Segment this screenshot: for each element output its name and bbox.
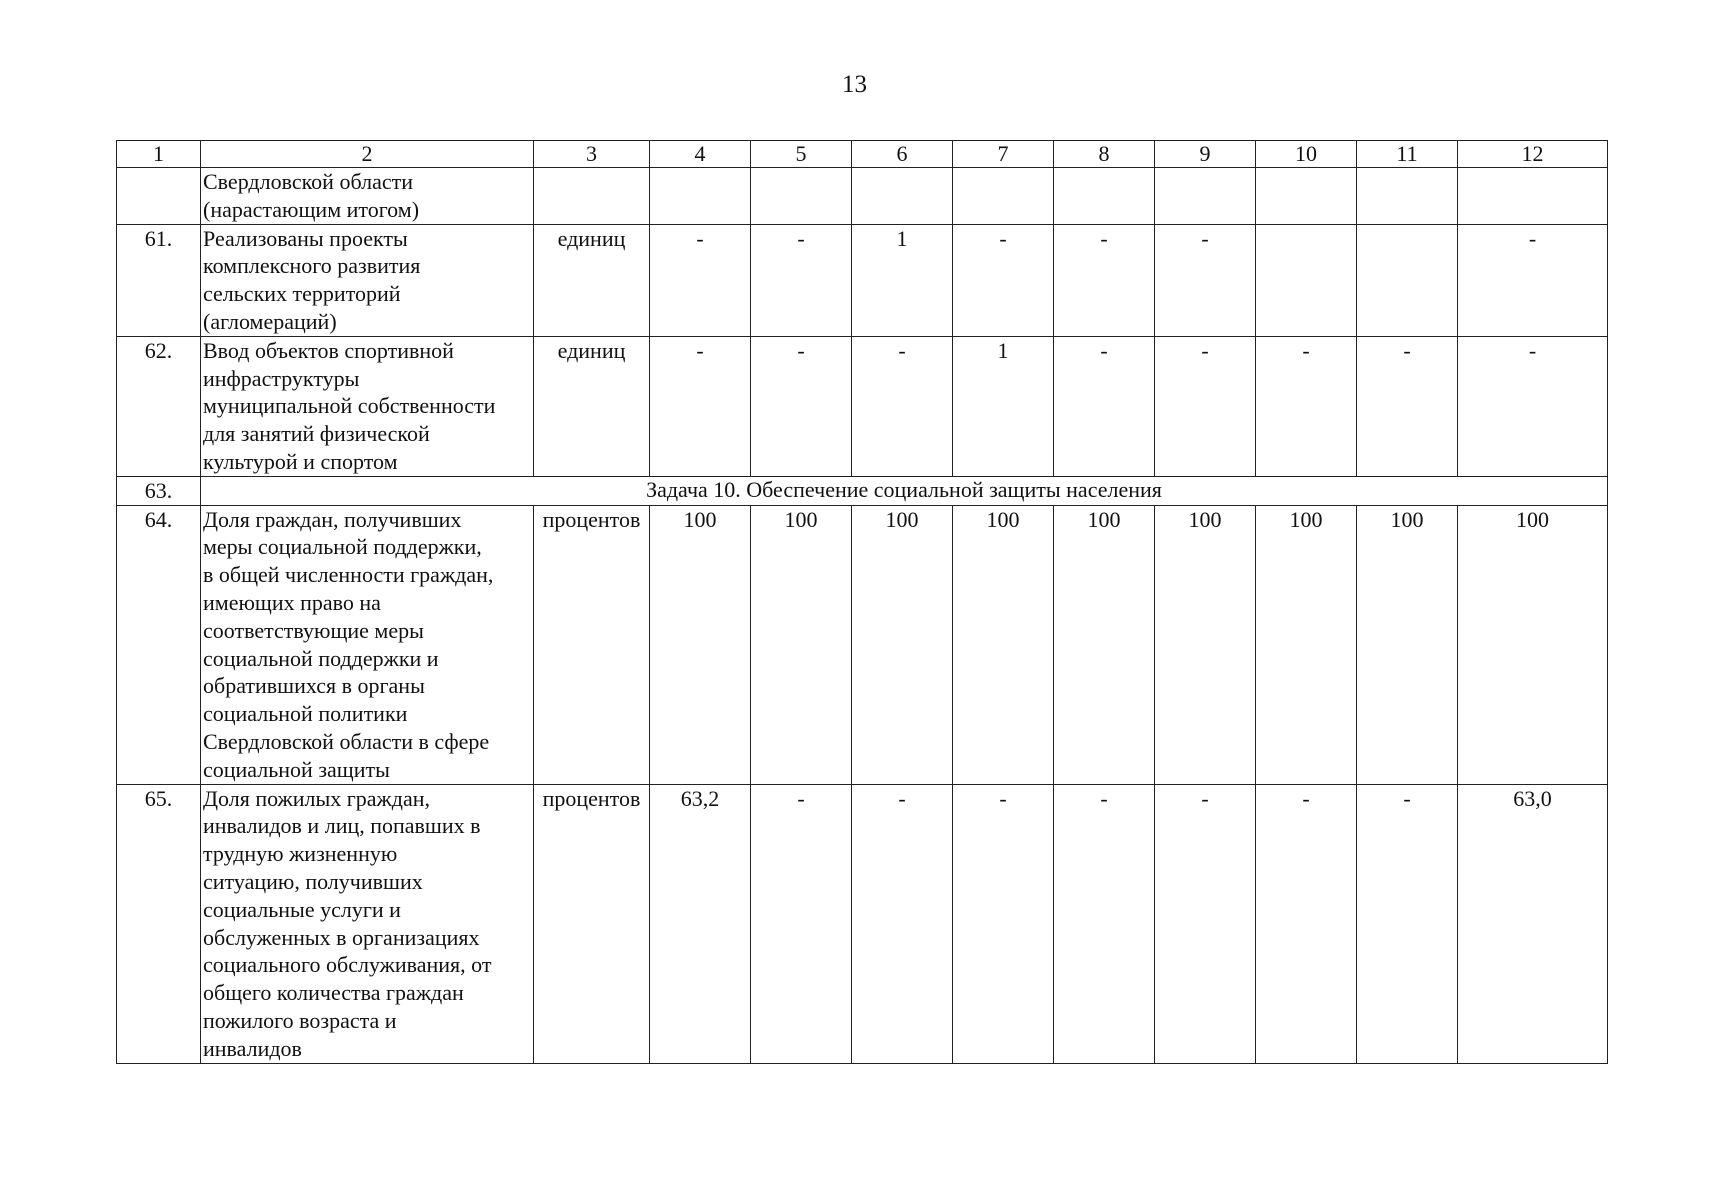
value-cell: 1 (852, 224, 953, 336)
indicator-name-line: Реализованы проекты (203, 225, 408, 251)
table-row (117, 784, 1608, 1063)
indicator-name-line: в общей численности граждан, (203, 562, 494, 588)
row-number: 61. (117, 224, 201, 336)
row-number: 65. (117, 784, 201, 1063)
column-number: 1 (117, 141, 201, 168)
column-number: 3 (534, 141, 650, 168)
value-cell: - (1054, 784, 1155, 1063)
unit-cell: процентов (534, 784, 650, 1063)
indicator-name-line: Ввод объектов спортивной (203, 337, 454, 363)
row-number: 62. (117, 336, 201, 476)
value-cell (1256, 224, 1357, 336)
value-cell: - (852, 336, 953, 476)
column-number: 6 (852, 141, 953, 168)
value-cell (1155, 168, 1256, 225)
indicator-name (201, 224, 534, 336)
indicator-name-line: для занятий физической (203, 421, 430, 447)
table-row (117, 224, 1608, 336)
indicator-name (201, 168, 534, 225)
column-number: 10 (1256, 141, 1357, 168)
value-cell: - (953, 784, 1054, 1063)
column-number: 12 (1458, 141, 1608, 168)
row-number: 64. (117, 505, 201, 784)
value-cell (650, 168, 751, 225)
indicator-name-line: ситуацию, получивших (203, 868, 423, 894)
indicator-name-line: комплексного развития (203, 253, 421, 279)
table-body (117, 141, 1608, 1064)
value-cell: - (1054, 224, 1155, 336)
value-cell: - (1054, 336, 1155, 476)
value-cell: - (1458, 224, 1608, 336)
value-cell: - (1357, 336, 1458, 476)
indicator-name-line: социальной защиты (203, 756, 390, 782)
indicator-name-line: Доля пожилых граждан, (203, 785, 430, 811)
column-number: 2 (201, 141, 534, 168)
value-cell: 63,2 (650, 784, 751, 1063)
value-cell: - (1357, 784, 1458, 1063)
task-row (117, 476, 1608, 505)
indicator-name-line: Доля граждан, получивших (203, 506, 462, 532)
value-cell: - (751, 336, 852, 476)
value-cell: - (1155, 784, 1256, 1063)
value-cell: - (650, 224, 751, 336)
unit-cell: единиц (534, 336, 650, 476)
indicator-name (201, 336, 534, 476)
value-cell: 100 (953, 505, 1054, 784)
indicator-name-line: муниципальной собственности (203, 393, 496, 419)
value-cell: - (1155, 336, 1256, 476)
value-cell: - (751, 224, 852, 336)
indicators-table (116, 140, 1608, 1064)
indicator-name-line: инвалидов и лиц, попавших в (203, 813, 481, 839)
indicator-name (201, 784, 534, 1063)
value-cell: 100 (1155, 505, 1256, 784)
value-cell: - (953, 224, 1054, 336)
value-cell (1357, 224, 1458, 336)
indicator-name-line: социальной поддержки и (203, 645, 439, 671)
value-cell: - (1256, 336, 1357, 476)
unit-cell: процентов (534, 505, 650, 784)
indicator-name-line: трудную жизненную (203, 841, 398, 867)
value-cell: 100 (650, 505, 751, 784)
indicator-name-line: Свердловской области (203, 169, 413, 194)
indicator-name (201, 505, 534, 784)
indicator-name-line: социальные услуги и (203, 896, 401, 922)
indicator-name-line: пожилого возраста и (203, 1007, 397, 1033)
table-row (117, 168, 1608, 225)
indicator-name-line: Свердловской области в сфере (203, 728, 490, 754)
value-cell: - (852, 784, 953, 1063)
indicator-name-line: обратившихся в органы (203, 673, 425, 699)
value-cell (1256, 168, 1357, 225)
value-cell: 100 (1458, 505, 1608, 784)
indicator-name-line: социальной политики (203, 701, 408, 727)
column-number: 8 (1054, 141, 1155, 168)
value-cell: 1 (953, 336, 1054, 476)
row-number (117, 168, 201, 225)
value-cell (1357, 168, 1458, 225)
value-cell: 100 (1256, 505, 1357, 784)
column-numbers-row (117, 141, 1608, 168)
indicator-name-line: сельских территорий (203, 281, 401, 307)
indicator-name-line: культурой и спортом (203, 448, 398, 474)
table-row (117, 336, 1608, 476)
indicator-name-line: инвалидов (203, 1035, 302, 1061)
value-cell: - (650, 336, 751, 476)
value-cell: 100 (1054, 505, 1155, 784)
value-cell: - (1256, 784, 1357, 1063)
value-cell (953, 168, 1054, 225)
indicator-name-line: (нарастающим итогом) (203, 196, 420, 222)
task-heading: Задача 10. Обеспечение социальной защиты населения (201, 476, 1608, 505)
unit-cell (534, 168, 650, 225)
indicator-name-line: общего количества граждан (203, 980, 464, 1006)
page-number: 13 (842, 71, 867, 98)
indicator-name-line: (агломераций) (203, 308, 337, 334)
value-cell (1054, 168, 1155, 225)
column-number: 9 (1155, 141, 1256, 168)
value-cell: - (1155, 224, 1256, 336)
indicator-name-line: инфраструктуры (203, 365, 360, 391)
value-cell: - (751, 784, 852, 1063)
value-cell: 100 (751, 505, 852, 784)
column-number: 11 (1357, 141, 1458, 168)
column-number: 4 (650, 141, 751, 168)
unit-cell: единиц (534, 224, 650, 336)
indicator-name-line: соответствующие меры (203, 617, 424, 643)
row-number: 63. (117, 476, 201, 505)
indicator-name-line: имеющих право на (203, 589, 381, 615)
value-cell: - (1458, 336, 1608, 476)
value-cell: 100 (852, 505, 953, 784)
indicator-name-line: меры социальной поддержки, (203, 534, 482, 560)
value-cell (1458, 168, 1608, 225)
column-number: 5 (751, 141, 852, 168)
table-row (117, 505, 1608, 784)
value-cell (852, 168, 953, 225)
value-cell: 100 (1357, 505, 1458, 784)
value-cell (751, 168, 852, 225)
column-number: 7 (953, 141, 1054, 168)
indicator-name-line: социального обслуживания, от (203, 952, 492, 978)
indicator-name-line: обслуженных в организациях (203, 924, 480, 950)
value-cell: 63,0 (1458, 784, 1608, 1063)
